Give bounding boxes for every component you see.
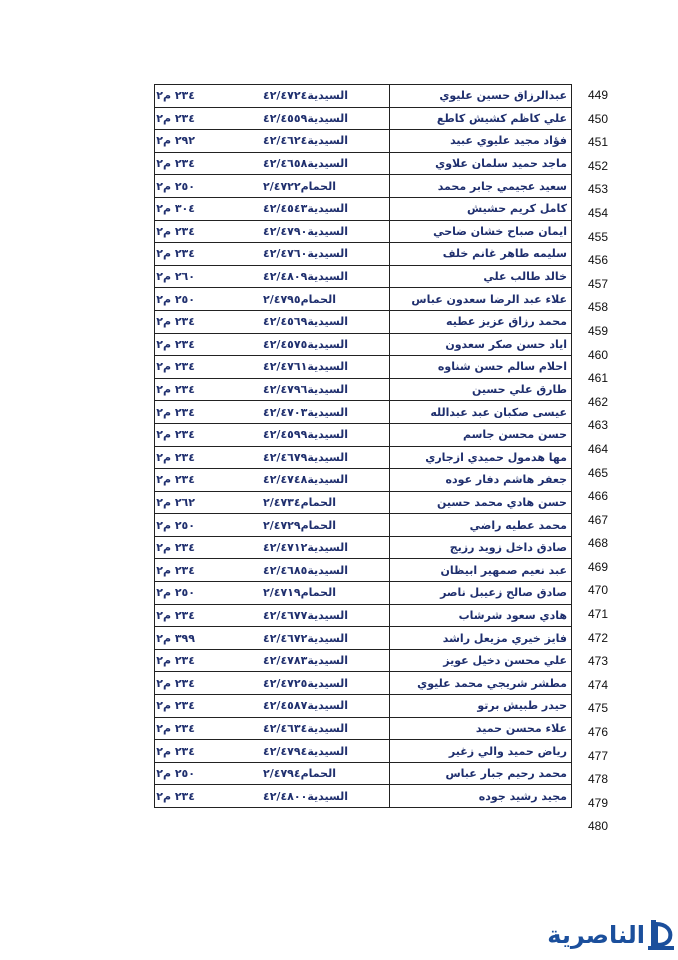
plot-area: السيدية — [307, 563, 349, 577]
plot-number: ٢/٤٧٣٤ — [263, 495, 301, 509]
plot-number: ٤٢/٤٧٩٤ — [263, 744, 308, 758]
plot-detail-cell: ٢٣٤ م٢ السيدية٤٢/٤٨٠٠ — [155, 785, 390, 808]
row-number: 471 — [587, 607, 609, 622]
plot-area: السيدية — [307, 360, 349, 374]
plot-area: السيدية — [307, 654, 349, 668]
person-name: مطشر شريجي محمد عليوي — [390, 672, 572, 695]
plot-number: ٤٢/٤٥٨٧ — [263, 699, 308, 713]
table-row — [155, 469, 572, 492]
plot-number: ٤٢/٤٧٦١ — [263, 360, 308, 374]
plot-area: الحمام — [300, 586, 336, 600]
plot-detail-cell: ٢٣٤ م٢ السيدية٤٢/٤٦٧٩ — [155, 446, 390, 469]
row-number: 473 — [587, 654, 609, 669]
plot-area: الحمام — [300, 292, 336, 306]
row-number: 456 — [587, 253, 609, 268]
plot-area: السيدية — [307, 134, 349, 148]
plot-number: ٤٢/٤٦٧٢ — [263, 631, 308, 645]
table-row — [155, 107, 572, 130]
plot-number: ٤٢/٤٦٣٤ — [263, 721, 308, 735]
row-number: 452 — [587, 158, 609, 173]
plot-detail-cell: ٢٥٠ م٢ الحمام٢/٤٧٩٥ — [155, 288, 390, 311]
plot-area: الحمام — [300, 518, 336, 532]
table-row — [155, 785, 572, 808]
row-number: 463 — [587, 418, 609, 433]
plot-number: ٤٢/٤٥٧٥ — [263, 337, 308, 351]
table-row — [155, 243, 572, 266]
person-name: عبد نعيم صمهير ابيظان — [390, 559, 572, 582]
plot-detail-cell: ٢٣٤ م٢ السيدية٤٢/٤٥٧٥ — [155, 333, 390, 356]
person-name: حيدر طبيش برتو — [390, 695, 572, 718]
plot-area: السيدية — [307, 450, 349, 464]
person-name: رياض حميد والي زغير — [390, 740, 572, 763]
row-number: 458 — [587, 300, 609, 315]
table-row — [155, 401, 572, 424]
table-row — [155, 378, 572, 401]
plot-number: ٤٢/٤٧٠٣ — [263, 405, 308, 419]
plot-area: السيدية — [307, 789, 349, 803]
plot-area: السيدية — [307, 383, 349, 397]
plot-area: السيدية — [307, 224, 349, 238]
logo-mark-icon — [648, 918, 674, 952]
person-name: كامل كريم حشيش — [390, 197, 572, 220]
row-number: 474 — [587, 677, 609, 692]
table-row — [155, 288, 572, 311]
person-name: محمد رزاق عزيز عطيه — [390, 310, 572, 333]
plot-area: السيدية — [307, 247, 349, 261]
plot-area: السيدية — [307, 89, 349, 103]
plot-number: ٤٢/٤٧٦٠ — [263, 247, 308, 261]
watermark-logo — [546, 914, 674, 956]
plot-detail-cell: ٢٥٠ م٢ الحمام٢/٤٧١٩ — [155, 582, 390, 605]
table-row — [155, 582, 572, 605]
plot-detail-cell: ٢٦٠ م٢ السيدية٤٢/٤٨٠٩ — [155, 265, 390, 288]
table-row — [155, 197, 572, 220]
person-name: ماجد حميد سلمان علاوي — [390, 152, 572, 175]
table-row — [155, 514, 572, 537]
plot-number: ٤٢/٤٧٩٠ — [263, 224, 308, 238]
row-number: 469 — [587, 559, 609, 574]
plot-detail-cell: ٢٣٤ م٢ السيدية٤٢/٤٧٢٤ — [155, 85, 390, 108]
plot-detail-cell: ٢٣٤ م٢ السيدية٤٢/٤٧٢٥ — [155, 672, 390, 695]
table-row — [155, 220, 572, 243]
row-number: 464 — [587, 441, 609, 456]
row-number: 455 — [587, 229, 609, 244]
row-number: 480 — [587, 819, 609, 834]
table-row — [155, 310, 572, 333]
person-name: محمد عطيه راضي — [390, 514, 572, 537]
person-name: هادي سعود شرشاب — [390, 604, 572, 627]
plot-area: السيدية — [307, 157, 349, 171]
person-name: طارق علي حسين — [390, 378, 572, 401]
plot-detail-cell: ٢٣٤ م٢ السيدية٤٢/٤٧٠٣ — [155, 401, 390, 424]
table-row — [155, 740, 572, 763]
row-number: 460 — [587, 347, 609, 362]
person-name: حسن هادي محمد حسين — [390, 491, 572, 514]
person-name: عبدالرزاق حسين عليوي — [390, 85, 572, 108]
row-number: 457 — [587, 276, 609, 291]
logo-text: الناصرية — [547, 921, 645, 949]
plot-area: السيدية — [307, 721, 349, 735]
plot-detail-cell: ٢٣٤ م٢ السيدية٤٢/٤٧٤٨ — [155, 469, 390, 492]
person-name: علاء عبد الرضا سعدون عباس — [390, 288, 572, 311]
table-row — [155, 175, 572, 198]
plot-detail-cell: ٢٣٤ م٢ السيدية٤٢/٤٥٦٩ — [155, 310, 390, 333]
plot-number: ٢/٤٧٢٩ — [263, 518, 301, 532]
person-name: علاء محسن حميد — [390, 717, 572, 740]
plot-number: ٤٢/٤٦٧٧ — [263, 608, 308, 622]
plot-number: ٤٢/٤٦٢٤ — [263, 134, 308, 148]
plot-area: الحمام — [300, 767, 336, 781]
table-row — [155, 152, 572, 175]
plot-detail-cell: ٢٣٤ م٢ السيدية٤٢/٤٦٧٧ — [155, 604, 390, 627]
plot-area: السيدية — [307, 631, 349, 645]
person-name: عيسى صكبان عبد عبدالله — [390, 401, 572, 424]
table-row — [155, 85, 572, 108]
person-name: احلام سالم حسن شناوه — [390, 356, 572, 379]
plot-number: ٤٢/٤٧٢٤ — [263, 89, 308, 103]
table-row — [155, 423, 572, 446]
row-number: 453 — [587, 182, 609, 197]
row-number: 467 — [587, 512, 609, 527]
plot-detail-cell: ٢٦٢ م٢ الحمام٢/٤٧٣٤ — [155, 491, 390, 514]
plot-number: ٤٢/٤٥٥٩ — [263, 111, 308, 125]
row-number: 462 — [587, 394, 609, 409]
person-name: حسن محسن جاسم — [390, 423, 572, 446]
table-row — [155, 762, 572, 785]
plot-number: ٤٢/٤٧٩٦ — [263, 383, 308, 397]
table-row — [155, 559, 572, 582]
plot-number: ٤٢/٤٦٨٥ — [263, 563, 308, 577]
plot-detail-cell: ٢٣٤ م٢ السيدية٤٢/٤٧٩٦ — [155, 378, 390, 401]
plot-area: الحمام — [300, 495, 336, 509]
plot-area: السيدية — [307, 473, 349, 487]
person-name: سليمه طاهر غانم خلف — [390, 243, 572, 266]
row-number: 472 — [587, 630, 609, 645]
plot-detail-cell: ٢٣٤ م٢ السيدية٤٢/٤٥٨٧ — [155, 695, 390, 718]
table-row — [155, 333, 572, 356]
person-name: خالد طالب علي — [390, 265, 572, 288]
plot-number: ٢/٤٧٩٤ — [263, 767, 301, 781]
table-row — [155, 446, 572, 469]
table-row — [155, 717, 572, 740]
plot-detail-cell: ٢٣٤ م٢ السيدية٤٢/٤٦٨٥ — [155, 559, 390, 582]
allocation-table — [154, 84, 572, 808]
plot-area: السيدية — [307, 337, 349, 351]
plot-detail-cell: ٢٣٤ م٢ السيدية٤٢/٤٧٩٠ — [155, 220, 390, 243]
row-number: 478 — [587, 772, 609, 787]
table-row — [155, 265, 572, 288]
plot-area: السيدية — [307, 676, 349, 690]
plot-detail-cell: ٣٩٩ م٢ السيدية٤٢/٤٦٧٢ — [155, 627, 390, 650]
person-name: اياد حسن صكر سعدون — [390, 333, 572, 356]
plot-area: الحمام — [300, 179, 336, 193]
plot-detail-cell: ٢٩٢ م٢ السيدية٤٢/٤٦٢٤ — [155, 130, 390, 153]
plot-number: ٢/٤٧١٩ — [263, 586, 301, 600]
plot-area: السيدية — [307, 111, 349, 125]
plot-detail-cell: ٢٥٠ م٢ الحمام٢/٤٧٩٤ — [155, 762, 390, 785]
plot-detail-cell: ٢٣٤ م٢ السيدية٤٢/٤٧٩٤ — [155, 740, 390, 763]
row-number: 468 — [587, 536, 609, 551]
plot-number: ٢/٤٧٢٢ — [263, 179, 301, 193]
plot-area: السيدية — [307, 270, 349, 284]
plot-detail-cell: ٢٣٤ م٢ السيدية٤٢/٤٥٩٩ — [155, 423, 390, 446]
person-name: جعفر هاشم دفار عوده — [390, 469, 572, 492]
row-number-column — [578, 84, 618, 839]
plot-number: ٤٢/٤٨٠٩ — [263, 270, 308, 284]
row-number: 466 — [587, 489, 609, 504]
row-number: 476 — [587, 725, 609, 740]
table-row — [155, 536, 572, 559]
person-name: سعيد عجيمي جابر محمد — [390, 175, 572, 198]
table-row — [155, 130, 572, 153]
plot-detail-cell: ٢٣٤ م٢ السيدية٤٢/٤٧٦٠ — [155, 243, 390, 266]
plot-area: السيدية — [307, 202, 349, 216]
row-number: 459 — [587, 323, 609, 338]
table-row — [155, 604, 572, 627]
plot-detail-cell: ٢٣٤ م٢ السيدية٤٢/٤٧٦١ — [155, 356, 390, 379]
table-row — [155, 672, 572, 695]
person-name: علي محسن دخيل عويز — [390, 649, 572, 672]
row-number: 477 — [587, 748, 609, 763]
plot-area: السيدية — [307, 428, 349, 442]
plot-detail-cell: ٢٣٤ م٢ السيدية٤٢/٤٧٨٣ — [155, 649, 390, 672]
plot-number: ٤٢/٤٦٧٩ — [263, 450, 308, 464]
table-row — [155, 649, 572, 672]
plot-number: ٤٢/٤٥٩٩ — [263, 428, 308, 442]
row-number: 450 — [587, 111, 609, 126]
plot-detail-cell: ٣٠٤ م٢ السيدية٤٢/٤٥٤٣ — [155, 197, 390, 220]
row-number: 449 — [587, 88, 609, 102]
person-name: صادق صالح زعيبل ناصر — [390, 582, 572, 605]
plot-area: السيدية — [307, 541, 349, 555]
person-name: صادق داخل زويد رزيج — [390, 536, 572, 559]
person-name: علي كاظم كشيش كاطع — [390, 107, 572, 130]
plot-number: ٤٢/٤٧٢٥ — [263, 676, 308, 690]
table-row — [155, 491, 572, 514]
plot-area: السيدية — [307, 405, 349, 419]
person-name: مها هدمول حميدي ازجاري — [390, 446, 572, 469]
plot-area: السيدية — [307, 608, 349, 622]
row-number: 475 — [587, 701, 609, 716]
plot-area: السيدية — [307, 744, 349, 758]
person-name: محمد رحيم جبار عباس — [390, 762, 572, 785]
plot-detail-cell: ٢٣٤ م٢ السيدية٤٢/٤٦٥٨ — [155, 152, 390, 175]
plot-number: ٤٢/٤٥٦٩ — [263, 315, 308, 329]
person-name: ايمان صباح خشان ضاحي — [390, 220, 572, 243]
plot-detail-cell: ٢٣٤ م٢ السيدية٤٢/٤٦٣٤ — [155, 717, 390, 740]
person-name: مجيد رشيد جوده — [390, 785, 572, 808]
row-number: 479 — [587, 795, 609, 810]
plot-area: السيدية — [307, 315, 349, 329]
person-name: فؤاد مجيد عليوي عبيد — [390, 130, 572, 153]
row-number: 470 — [587, 583, 609, 598]
plot-number: ٤٢/٤٧٨٣ — [263, 654, 308, 668]
row-number: 461 — [587, 371, 609, 386]
row-number: 454 — [587, 205, 609, 220]
plot-number: ٤٢/٤٥٤٣ — [263, 202, 308, 216]
table-row — [155, 627, 572, 650]
row-number: 465 — [587, 465, 609, 480]
plot-area: السيدية — [307, 699, 349, 713]
plot-number: ٤٢/٤٨٠٠ — [263, 789, 308, 803]
plot-number: ٤٢/٤٦٥٨ — [263, 157, 308, 171]
plot-detail-cell: ٢٣٤ م٢ السيدية٤٢/٤٧١٢ — [155, 536, 390, 559]
plot-detail-cell: ٢٥٠ م٢ الحمام٢/٤٧٢٢ — [155, 175, 390, 198]
plot-number: ٤٢/٤٧١٢ — [263, 541, 308, 555]
person-name: فايز خيري مزيعل راشد — [390, 627, 572, 650]
table-row — [155, 356, 572, 379]
plot-number: ٢/٤٧٩٥ — [263, 292, 301, 306]
row-number: 451 — [587, 135, 609, 150]
plot-detail-cell: ٢٣٤ م٢ السيدية٤٢/٤٥٥٩ — [155, 107, 390, 130]
plot-detail-cell: ٢٥٠ م٢ الحمام٢/٤٧٢٩ — [155, 514, 390, 537]
plot-number: ٤٢/٤٧٤٨ — [263, 473, 308, 487]
table-row — [155, 695, 572, 718]
